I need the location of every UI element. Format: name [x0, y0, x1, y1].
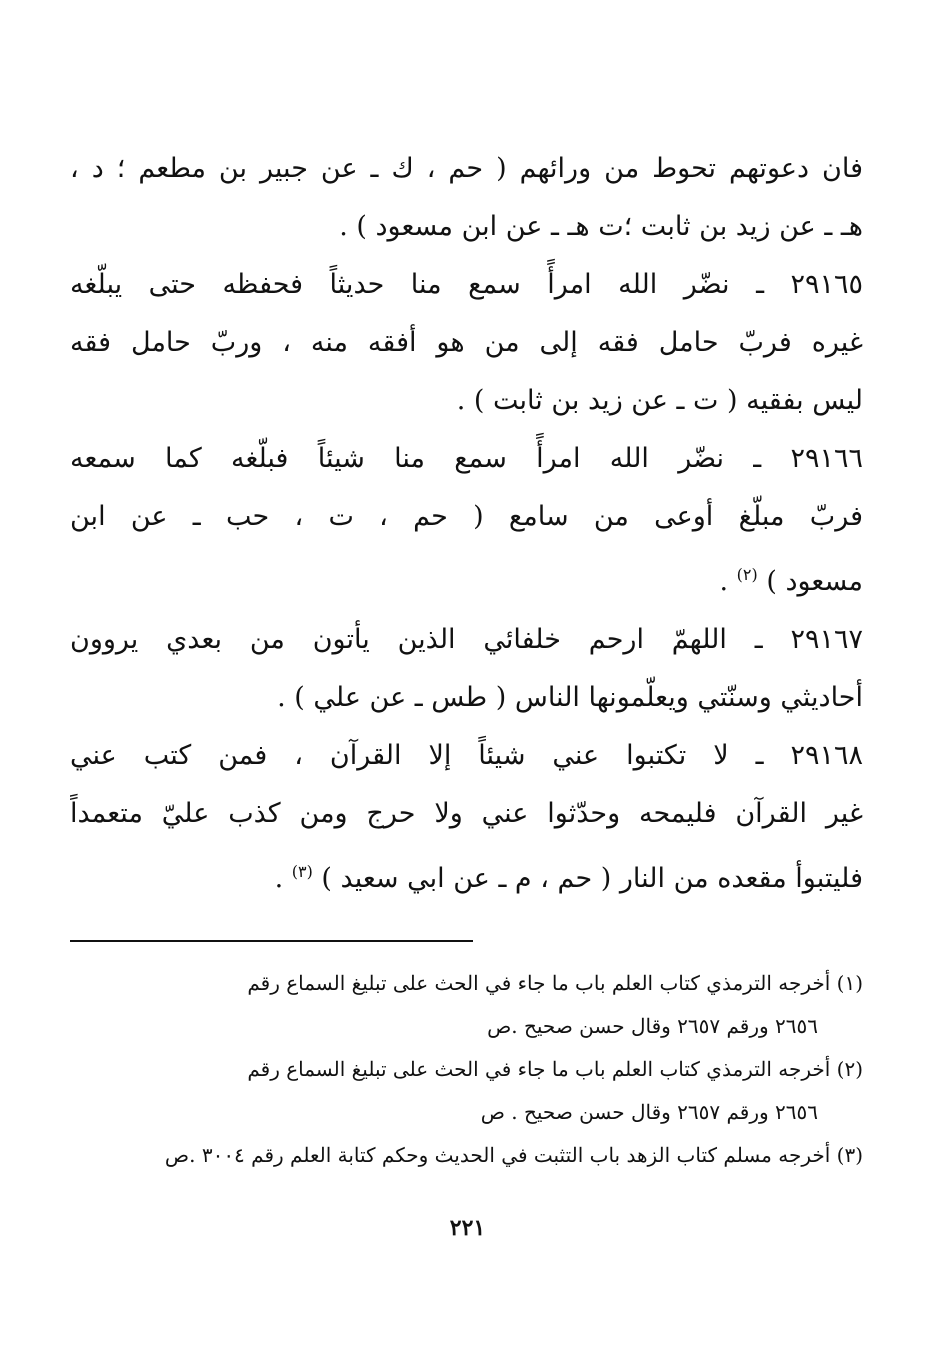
hadith-29165: [70, 256, 863, 430]
text-line: هـ ـ عن زيد بن ثابت ؛ت هـ ـ عن ابن مسعود ) .: [339, 211, 863, 242]
hadith-29168: [70, 727, 863, 908]
text-line: فان دعوتهم تحوط من ورائهم ( حم ، ك ـ عن جبير بن مطعم ؛ د ،: [70, 153, 863, 184]
footnote-2: (٢) أخرجه الترمذي كتاب العلم باب ما جاء في الحث على تبليغ السماع رقم: [247, 1057, 863, 1081]
text-line: غيره فربّ حامل فقه إلى من هو أفقه منه ، وربّ حامل فقه: [70, 327, 863, 358]
hadith-29167: [70, 611, 863, 727]
text-line: ٢٩١٦٦ ـ نضّر الله امرأً سمع منا شيئاً فبلّغه كما سمعه: [70, 443, 863, 474]
text-line: ليس بفقيه ( ت ـ عن زيد بن ثابت ) .: [456, 385, 863, 416]
footnote-1: (١) أخرجه الترمذي كتاب العلم باب ما جاء في الحث على تبليغ السماع رقم: [247, 971, 863, 995]
footnotes: [150, 962, 863, 1177]
footnote-2-continuation: ٢٦٥٦ ورقم ٢٦٥٧ وقال حسن صحيح . ص: [480, 1100, 818, 1124]
footnote-3: (٣) أخرجه مسلم كتاب الزهد باب التثبت في الحديث وحكم كتابة العلم رقم ٣٠٠٤ .ص: [164, 1143, 863, 1167]
text-line: ٢٩١٦٥ ـ نضّر الله امرأً سمع منا حديثاً فحفظه حتى يبلّغه: [70, 269, 863, 300]
text-line: فربّ مبلّغ أوعى من سامع ( حم ، ت ، حب ـ عن ابن: [70, 501, 863, 532]
text-line: أحاديثي وسنّتي ويعلّمونها الناس ( طس ـ عن علي ) .: [277, 682, 863, 713]
page-number: ٢٢١: [449, 1215, 486, 1241]
text-line: غير القرآن فليمحه وحدّثوا عني ولا حرج ومن كذب عليّ متعمداً: [70, 798, 863, 829]
text-line: ٢٩١٦٨ ـ لا تكتبوا عني شيئاً إلا القرآن ، فمن كتب عني: [70, 740, 863, 771]
text-fragment: مسعود ): [766, 566, 863, 597]
footnote-divider: [70, 940, 473, 942]
text-line: ٢٩١٦٧ ـ اللهمّ ارحم خلفائي الذين يأتون من بعدي يروون: [70, 624, 863, 655]
footnote-1-continuation: ٢٦٥٦ ورقم ٢٦٥٧ وقال حسن صحيح .ص: [487, 1014, 818, 1038]
text-line: فليتبوأ مقعده من النار ( حم ، م ـ عن ابي سعيد ) $^{(٣)}$ .: [274, 862, 863, 894]
main-text: [70, 140, 863, 908]
text-line: مسعود ) $^{(٢)}$ .: [719, 565, 863, 597]
text-fragment: فليتبوأ مقعده من النار ( حم ، م ـ عن ابي سعيد ): [321, 863, 863, 894]
footnote-reference: (٢): [736, 565, 758, 584]
hadith-29166: [70, 430, 863, 611]
footnote-reference: (٣): [291, 862, 313, 881]
